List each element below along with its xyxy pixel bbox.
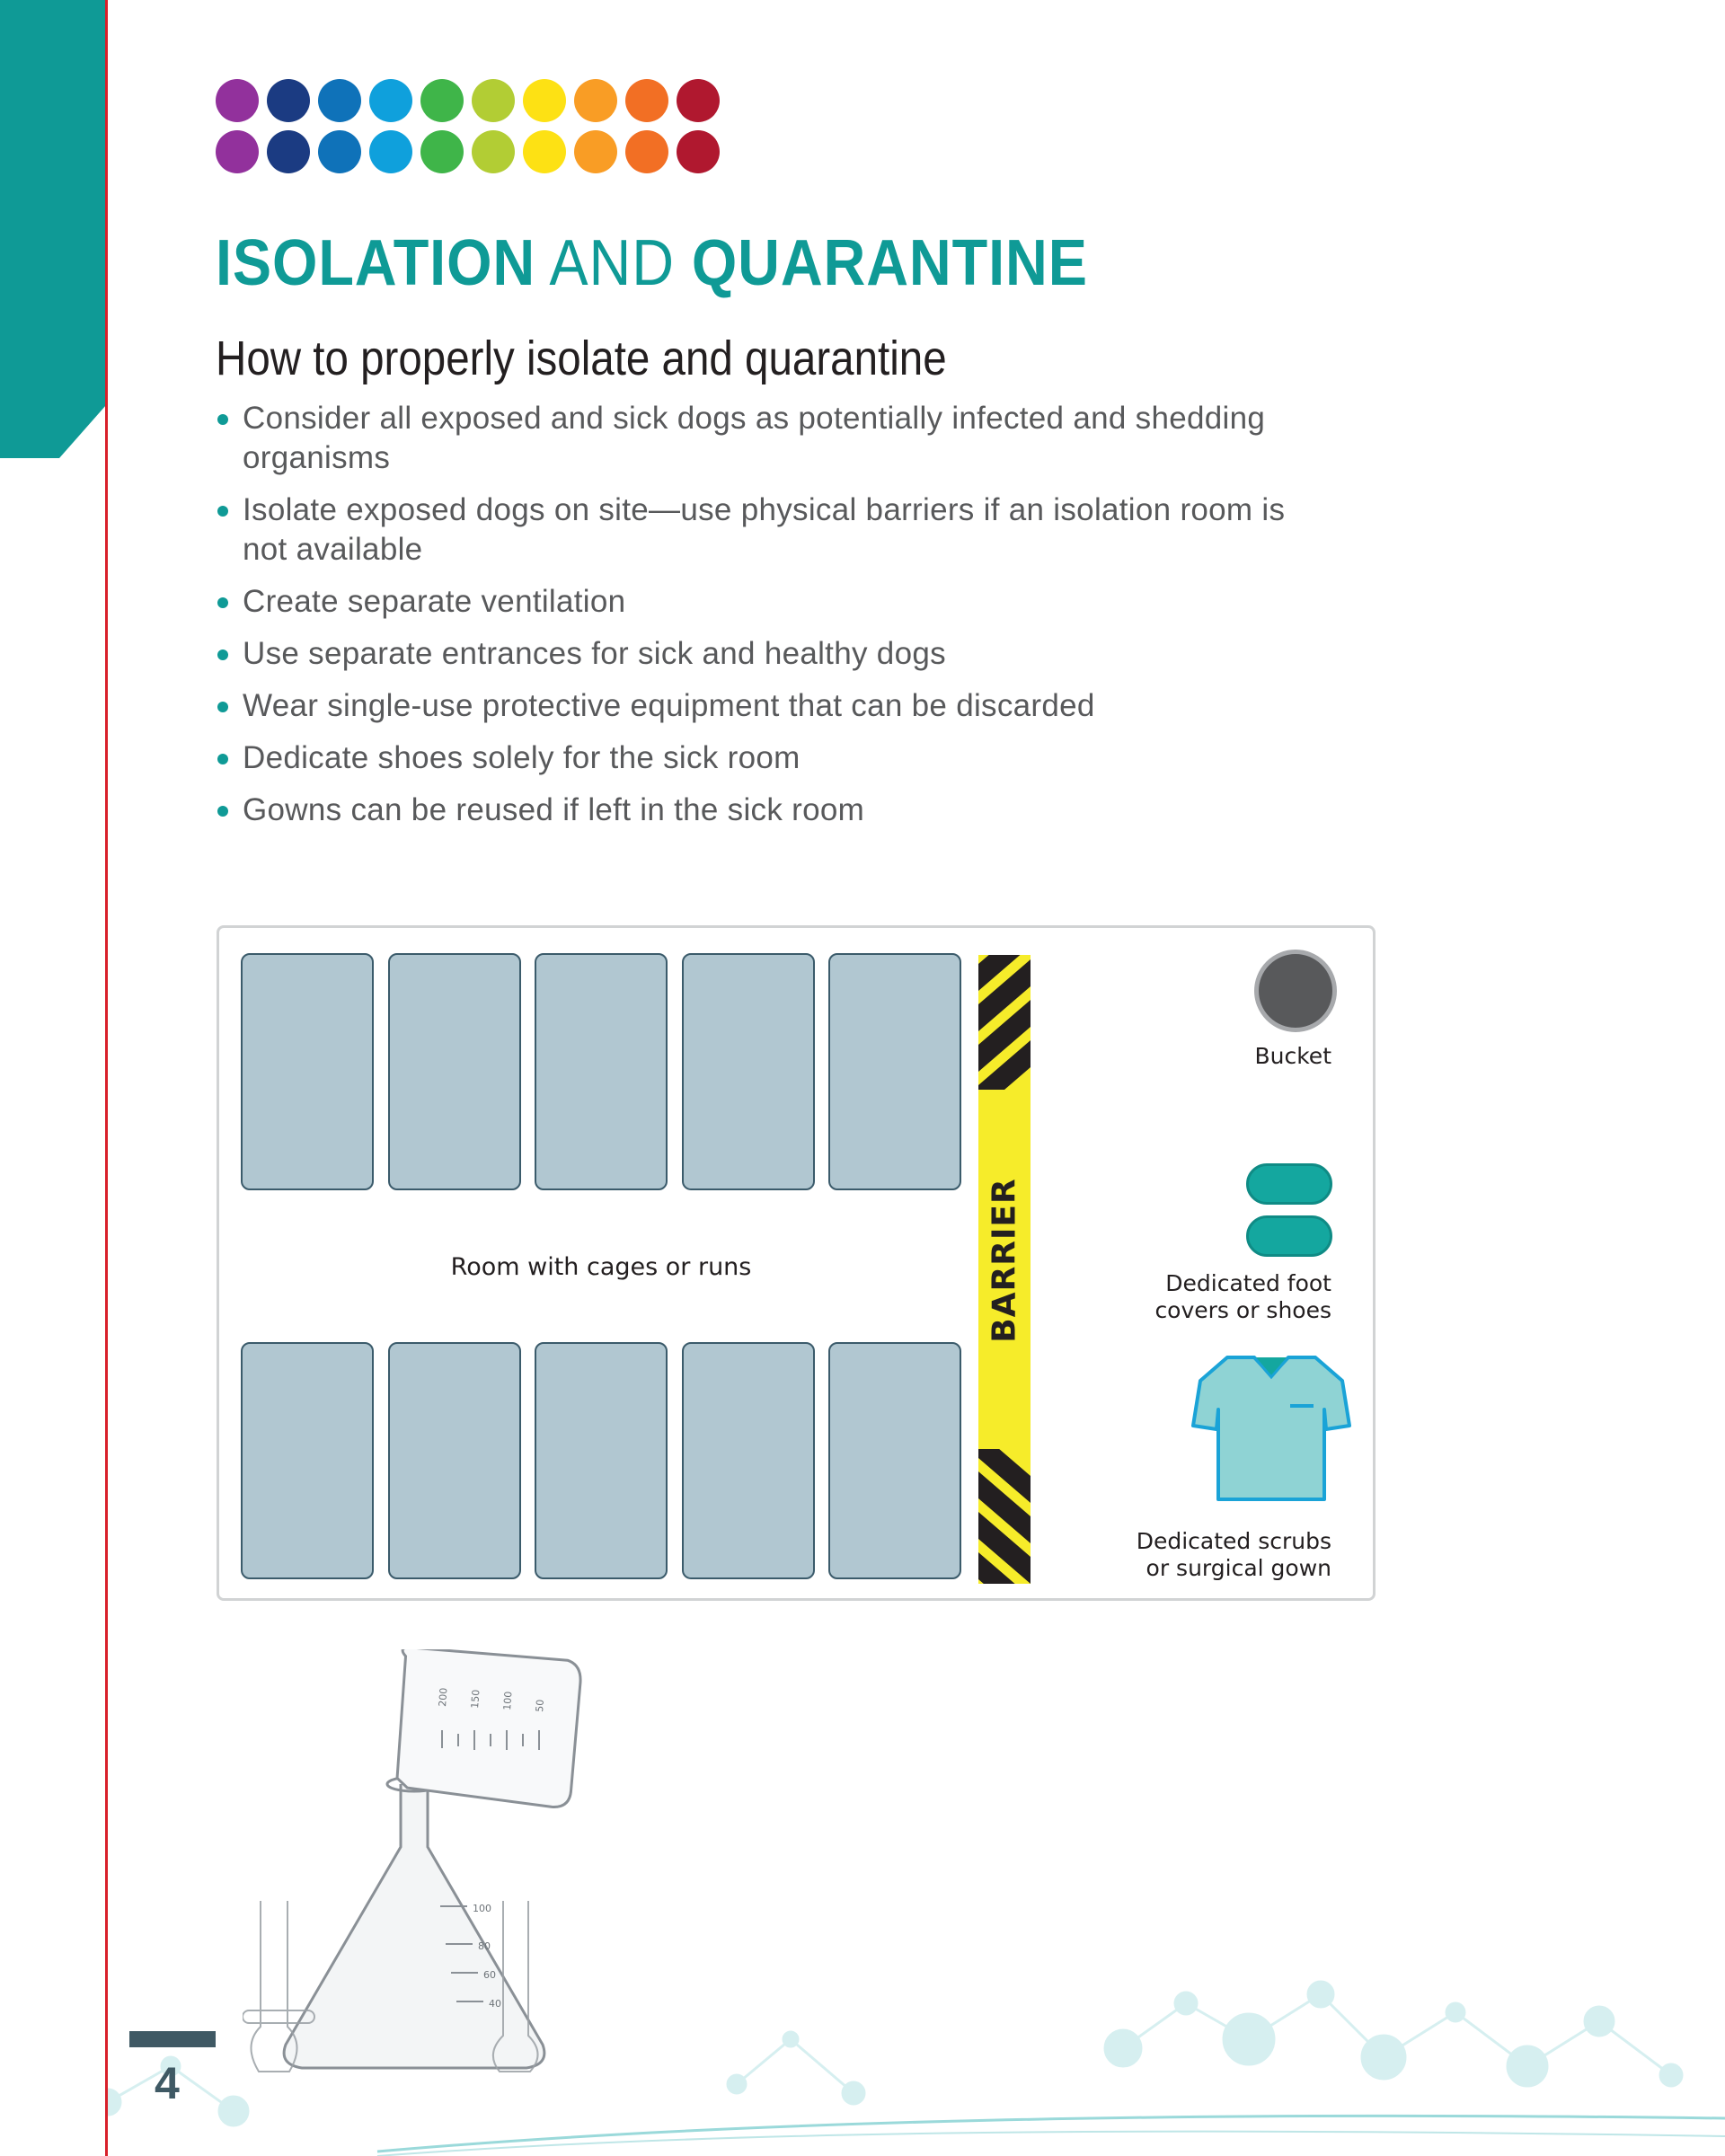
dot — [472, 79, 515, 122]
bullet-item: Gowns can be reused if left in the sick room — [216, 791, 1294, 830]
barrier — [978, 955, 1031, 1584]
dot — [574, 130, 617, 173]
bullet-list — [216, 399, 1294, 843]
color-dots — [216, 79, 728, 181]
dot — [523, 130, 566, 173]
dot — [420, 79, 464, 122]
shoe-cover-icon — [1246, 1163, 1332, 1205]
dot — [216, 79, 259, 122]
dot-row-bottom — [216, 130, 728, 173]
cage-top-2 — [388, 953, 521, 1190]
beaker-tick-label: 200 — [437, 1687, 450, 1708]
dot — [677, 130, 720, 173]
dot — [369, 130, 412, 173]
cage-bottom-3 — [535, 1342, 668, 1579]
bullet-item: Wear single-use protective equipment that can be discarded — [216, 686, 1294, 726]
page-number-bar — [129, 2031, 216, 2047]
barrier-label: BARRIER — [986, 1178, 1023, 1343]
left-tab-decoration — [0, 0, 108, 458]
dot — [318, 79, 361, 122]
scrubs-icon — [1191, 1354, 1351, 1505]
hazard-stripes-top — [978, 955, 1031, 1090]
beaker-tick-label: 150 — [469, 1689, 482, 1710]
page-number: 4 — [155, 2058, 180, 2108]
shoes-label: Dedicated foot covers or shoes — [1154, 1270, 1331, 1323]
cage-top-4 — [682, 953, 815, 1190]
dot — [216, 130, 259, 173]
room-label: Room with cages or runs — [450, 1253, 752, 1281]
bullet-item: Use separate entrances for sick and healthy dogs — [216, 634, 1294, 674]
flask-tick-label: 100 — [473, 1903, 491, 1914]
dot — [523, 79, 566, 122]
dot — [472, 130, 515, 173]
flask-tick-label: 40 — [489, 1998, 501, 2010]
cage-bottom-5 — [828, 1342, 961, 1579]
bullet-item: Consider all exposed and sick dogs as potentially infected and shedding organisms — [216, 399, 1294, 478]
page-subtitle: How to properly isolate and quarantine — [216, 331, 947, 385]
dot — [625, 79, 668, 122]
title-isolation: ISOLATION — [216, 227, 536, 299]
dot — [625, 130, 668, 173]
cage-top-5 — [828, 953, 961, 1190]
bullet-item: Isolate exposed dogs on site—use physical barriers if an isolation room is not available — [216, 490, 1294, 570]
flask-tick-label: 60 — [483, 1969, 496, 1981]
dot — [369, 79, 412, 122]
bucket-icon — [1254, 950, 1337, 1032]
dot — [574, 79, 617, 122]
bullet-item: Dedicate shoes solely for the sick room — [216, 738, 1294, 778]
bucket-label: Bucket — [1254, 1043, 1331, 1069]
title-quarantine: QUARANTINE — [691, 227, 1088, 299]
cage-bottom-1 — [241, 1342, 374, 1579]
left-red-rule — [105, 0, 108, 2156]
shoe-cover-icon — [1246, 1215, 1332, 1257]
dot — [267, 79, 310, 122]
glassware-illustration — [243, 1649, 620, 2090]
scrubs-label: Dedicated scrubs or surgical gown — [1136, 1528, 1331, 1581]
flask-tick-label: 80 — [478, 1940, 491, 1952]
dot — [318, 130, 361, 173]
title-and: AND — [535, 227, 692, 299]
dot — [267, 130, 310, 173]
beaker-tick-label: 50 — [534, 1699, 546, 1713]
bullet-item: Create separate ventilation — [216, 582, 1294, 622]
dot — [420, 130, 464, 173]
dot — [677, 79, 720, 122]
dot-row-top — [216, 79, 728, 122]
cage-bottom-4 — [682, 1342, 815, 1579]
cage-top-1 — [241, 953, 374, 1190]
isolation-room-diagram — [217, 925, 1376, 1601]
page-title — [216, 226, 1088, 300]
cage-bottom-2 — [388, 1342, 521, 1579]
beaker-tick-label: 100 — [501, 1691, 515, 1711]
hazard-stripes-bottom — [978, 1449, 1031, 1584]
cage-top-3 — [535, 953, 668, 1190]
